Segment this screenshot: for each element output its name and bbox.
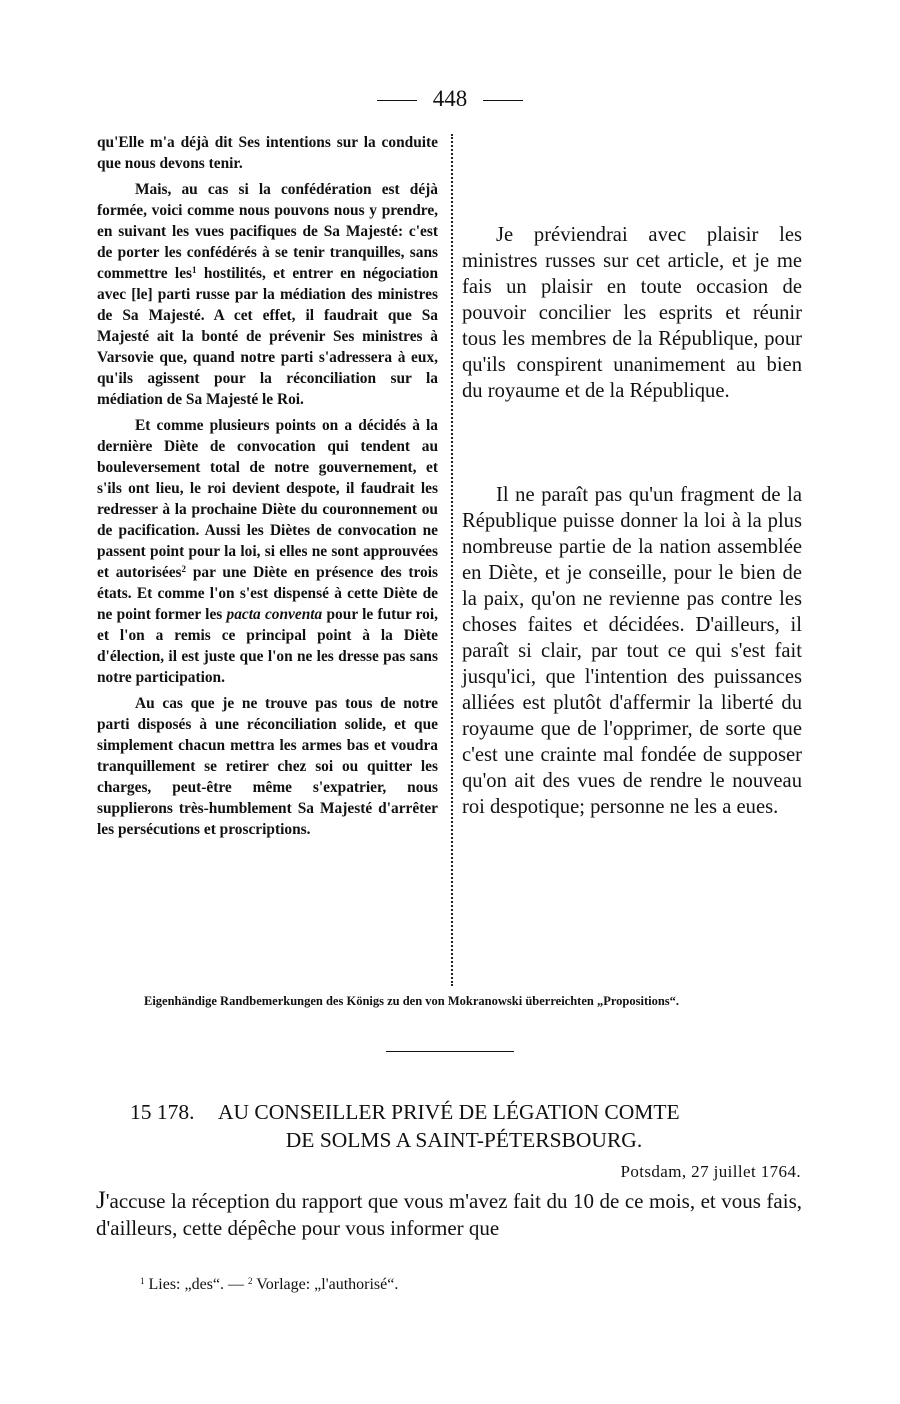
section-rule: [386, 1051, 514, 1052]
footnotes: [140, 1274, 800, 1296]
dateline: Potsdam, 27 juillet 1764.: [620, 1162, 801, 1181]
left-dash: [377, 100, 417, 101]
left-paragraph: [97, 415, 438, 688]
heading-title: AU CONSEILLER PRIVÉ DE LÉGATION COMTE: [218, 1100, 680, 1124]
marginal-note: [462, 482, 802, 820]
left-paragraph: Au cas que je ne trouve pas tous de notre parti disposés à une réconciliation solide, et que simplement chacun mettra les armes bas et voudra tranquillement se retirer chez soi ou quitter les charges, peut-être même s'expatrier, nous supplierons très-humblement Sa Majesté d'arrêter les persécutions et proscriptions.: [97, 695, 438, 838]
drop-cap: J: [96, 1187, 106, 1214]
footnote-mark: 2: [181, 564, 187, 574]
marginal-note-text: Je préviendrai avec plaisir les ministres russes sur cet article, et je me fais un plaisir en toute occasion de pouvoir concilier les esprits et réunir tous les membres de la République, pour qu'ils conspirent unanimement au bien du royaume et de la République.: [462, 224, 802, 402]
caption: Eigenhändige Randbemerkungen des Königs zu den von Mokranowski überreichten „Propositions“.: [144, 994, 680, 1008]
footnote-text: Lies: „des“. —: [148, 1276, 245, 1293]
marginal-note: [462, 222, 802, 404]
italic-term: pacta conventa: [226, 606, 323, 623]
heading-line: [96, 1098, 802, 1126]
page-number: 448: [432, 86, 468, 111]
letter-text: 'accuse la réception du rapport que vous m'avez fait du 10 de ce mois, et vous fais, d'ailleurs, cette dépêche pour vous informer que: [96, 1189, 802, 1240]
column-divider: [451, 134, 453, 986]
marginal-note-text: Il ne paraît pas qu'un fragment de la République puisse donner la loi à la plus nombreuse partie de la nation assemblée en Diète, et je conseille, pour le bien de la paix, qu'on ne revienne pas contre les choses faites et décidées. D'ailleurs, il paraît si clair, par tout ce qui s'est fait jusqu'ici, que l'intention des puissances alliées est plutôt d'affermir la liberté du royaume que de l'opprimer, de sorte que c'est une crainte mal fondée de supposer qu'on ait des vues de rendre le nouveau roi despotique; personne ne les a eues.: [462, 484, 802, 818]
left-column: [97, 132, 438, 845]
footnote-number: 2: [248, 1276, 253, 1286]
footnote-number: 1: [140, 1276, 145, 1286]
letter-number: 15 178.: [130, 1100, 195, 1124]
letter-body: [96, 1187, 802, 1242]
left-text: pour le futur roi, et l'on a remis ce principal point à la Diète d'élection, il est juste que l'on ne les dresse pas sans notre participation.: [97, 606, 438, 686]
left-text: par une Diète en présence des trois états. Et comme l'on s'est dispensé à cette Diète de ne point former les: [97, 564, 438, 623]
right-dash: [483, 100, 523, 101]
letter-heading: [96, 1098, 802, 1154]
heading-line: DE SOLMS A SAINT-PÉTERSBOURG.: [285, 1128, 643, 1152]
page-number-line: [0, 86, 900, 112]
left-paragraph: qu'Elle m'a déjà dit Ses intentions sur la conduite que nous devons tenir.: [97, 134, 438, 172]
footnote-mark: 1: [192, 265, 197, 275]
left-text: hostilités, et entrer en négociation avec [le] parti russe par la médiation des ministres de Sa Majesté. A cet effet, il faudrait que Sa Majesté ait la bonté de prévenir Ses ministres à Varsovie que, quand notre parti s'adressera à eux, qu'ils agissent pour la réconciliation sur la médiation de Sa Majesté le Roi.: [97, 265, 439, 408]
left-paragraph: [97, 179, 438, 410]
letter-paragraph: [96, 1187, 802, 1242]
left-text: Mais, au cas si la confédération est déjà formée, voici comme nous pouvons nous y prendre, en suivant les vues pacifiques de Sa Majesté: c'est de porter les confédérés à se tenir tranquilles, sans commettre les: [97, 181, 438, 282]
left-text: Et comme plusieurs points on a décidés à la dernière Diète de convocation qui tendent au bouleversement total de notre gouvernement, et s'ils ont lieu, le roi devient despote, il faudrait les redresser à la prochaine Diète du couronnement ou de pacification. Aussi les Diètes de convocation ne passent point pour la loi, si elles ne sont approuvées et autorisées: [97, 417, 438, 581]
footnote-text: Vorlage: „l'authorisé“.: [256, 1276, 399, 1293]
